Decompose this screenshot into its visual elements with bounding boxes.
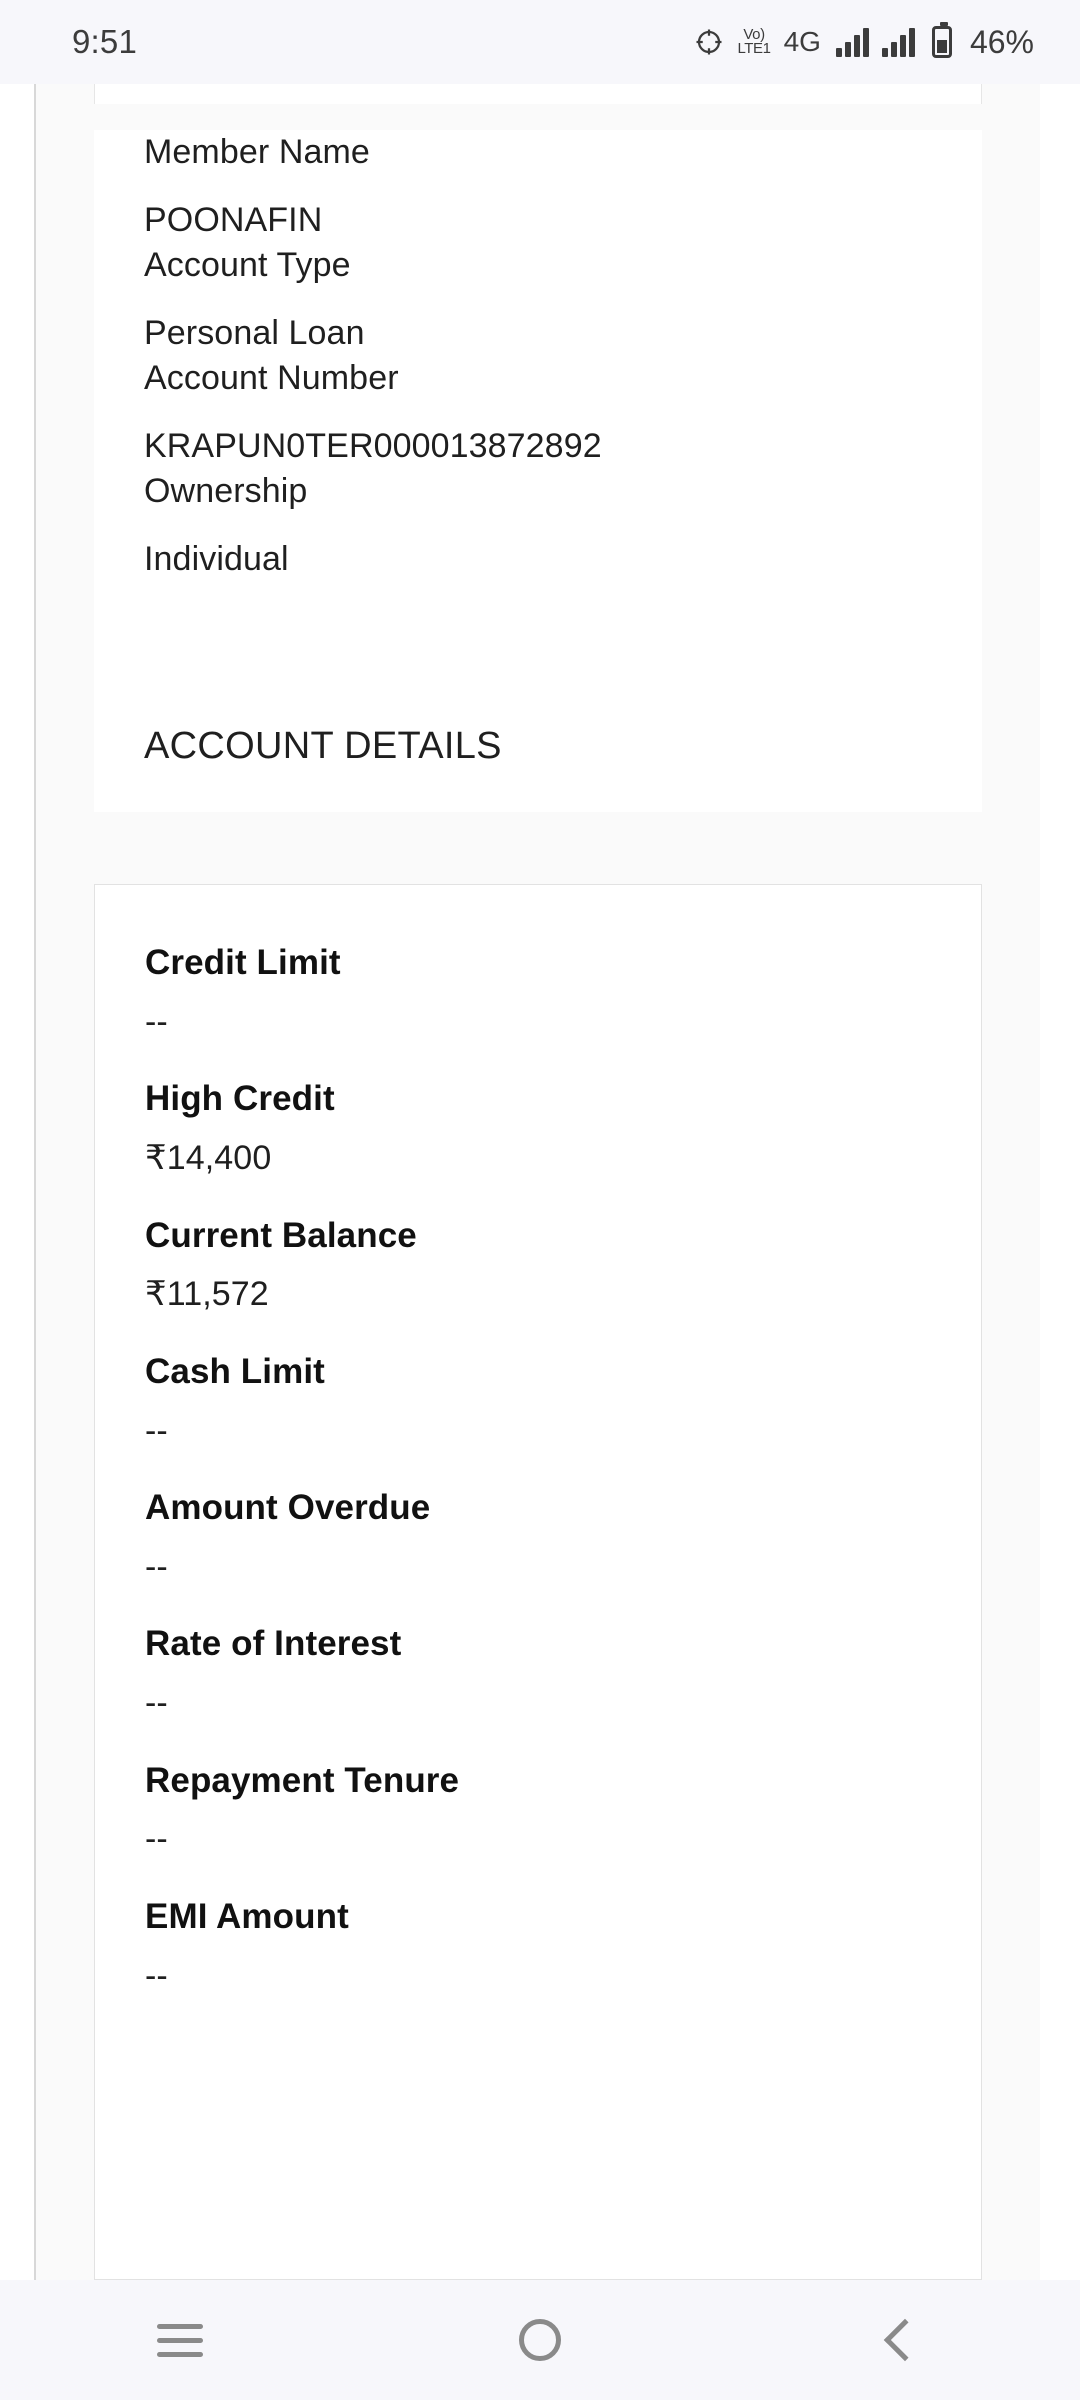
- detail-row-rate-of-interest: [145, 1622, 931, 1724]
- network-type-label: 4G: [783, 26, 821, 57]
- card-top-sliver: [94, 84, 982, 104]
- detail-row-high-credit: [145, 1077, 931, 1179]
- detail-label: Repayment Tenure: [145, 1760, 460, 1800]
- signal-bars-icon-2: [882, 27, 915, 57]
- back-icon: [884, 2319, 926, 2361]
- recents-icon: [157, 2324, 203, 2357]
- detail-value: --: [145, 1411, 168, 1450]
- report-content: [36, 84, 1040, 2280]
- volte-icon: [737, 25, 771, 57]
- volte-bottom-label: LTE1: [737, 40, 771, 57]
- section-title-account-details: ACCOUNT DETAILS: [144, 725, 502, 768]
- recents-button[interactable]: [80, 2280, 280, 2400]
- detail-value: ₹14,400: [145, 1139, 272, 1177]
- home-icon: [519, 2319, 561, 2361]
- account-summary-card: [94, 130, 982, 812]
- status-time: 9:51: [72, 23, 138, 60]
- detail-value: --: [145, 1820, 168, 1859]
- home-button[interactable]: [440, 2280, 640, 2400]
- detail-label: Cash Limit: [145, 1351, 325, 1391]
- detail-row-amount-overdue: [145, 1486, 931, 1588]
- detail-value: --: [145, 1547, 168, 1586]
- detail-row-credit-limit: [145, 941, 931, 1043]
- page-body: [0, 84, 1080, 2280]
- field-value: POONAFIN: [144, 200, 323, 239]
- detail-row-repayment-tenure: [145, 1759, 931, 1861]
- volte-top-label: Vo): [743, 25, 765, 43]
- account-details-panel: [94, 884, 982, 2280]
- detail-label: High Credit: [145, 1079, 335, 1119]
- field-ownership: [144, 469, 932, 582]
- field-value: Personal Loan: [144, 313, 365, 352]
- field-account-type: [144, 243, 932, 356]
- battery-icon: [932, 26, 952, 58]
- detail-label: Credit Limit: [145, 943, 341, 982]
- android-nav-bar: [0, 2280, 1080, 2400]
- location-icon: [694, 27, 724, 57]
- field-label: Account Number: [144, 359, 399, 398]
- detail-label: Current Balance: [145, 1215, 417, 1255]
- field-value: Individual: [144, 539, 289, 578]
- detail-label: EMI Amount: [145, 1896, 349, 1936]
- status-indicators: [694, 24, 1034, 61]
- field-label: Account Type: [144, 246, 351, 285]
- detail-row-cash-limit: [145, 1350, 931, 1452]
- battery-percent-label: 46%: [969, 23, 1034, 60]
- field-member-name: [144, 130, 932, 243]
- detail-value: --: [145, 1002, 168, 1041]
- field-label: Member Name: [144, 133, 370, 171]
- detail-value: --: [145, 1956, 168, 1995]
- detail-value: --: [145, 1684, 168, 1722]
- field-value: KRAPUN0TER000013872892: [144, 426, 602, 465]
- detail-row-current-balance: [145, 1214, 931, 1316]
- status-bar: [0, 0, 1080, 84]
- detail-value: ₹11,572: [145, 1275, 269, 1314]
- field-label: Ownership: [144, 472, 308, 511]
- signal-bars-icon-1: [836, 27, 869, 57]
- detail-label: Rate of Interest: [145, 1624, 402, 1664]
- detail-label: Amount Overdue: [145, 1488, 431, 1527]
- detail-row-emi-amount: [145, 1895, 931, 1997]
- back-button[interactable]: [800, 2280, 1000, 2400]
- field-account-number: [144, 356, 932, 469]
